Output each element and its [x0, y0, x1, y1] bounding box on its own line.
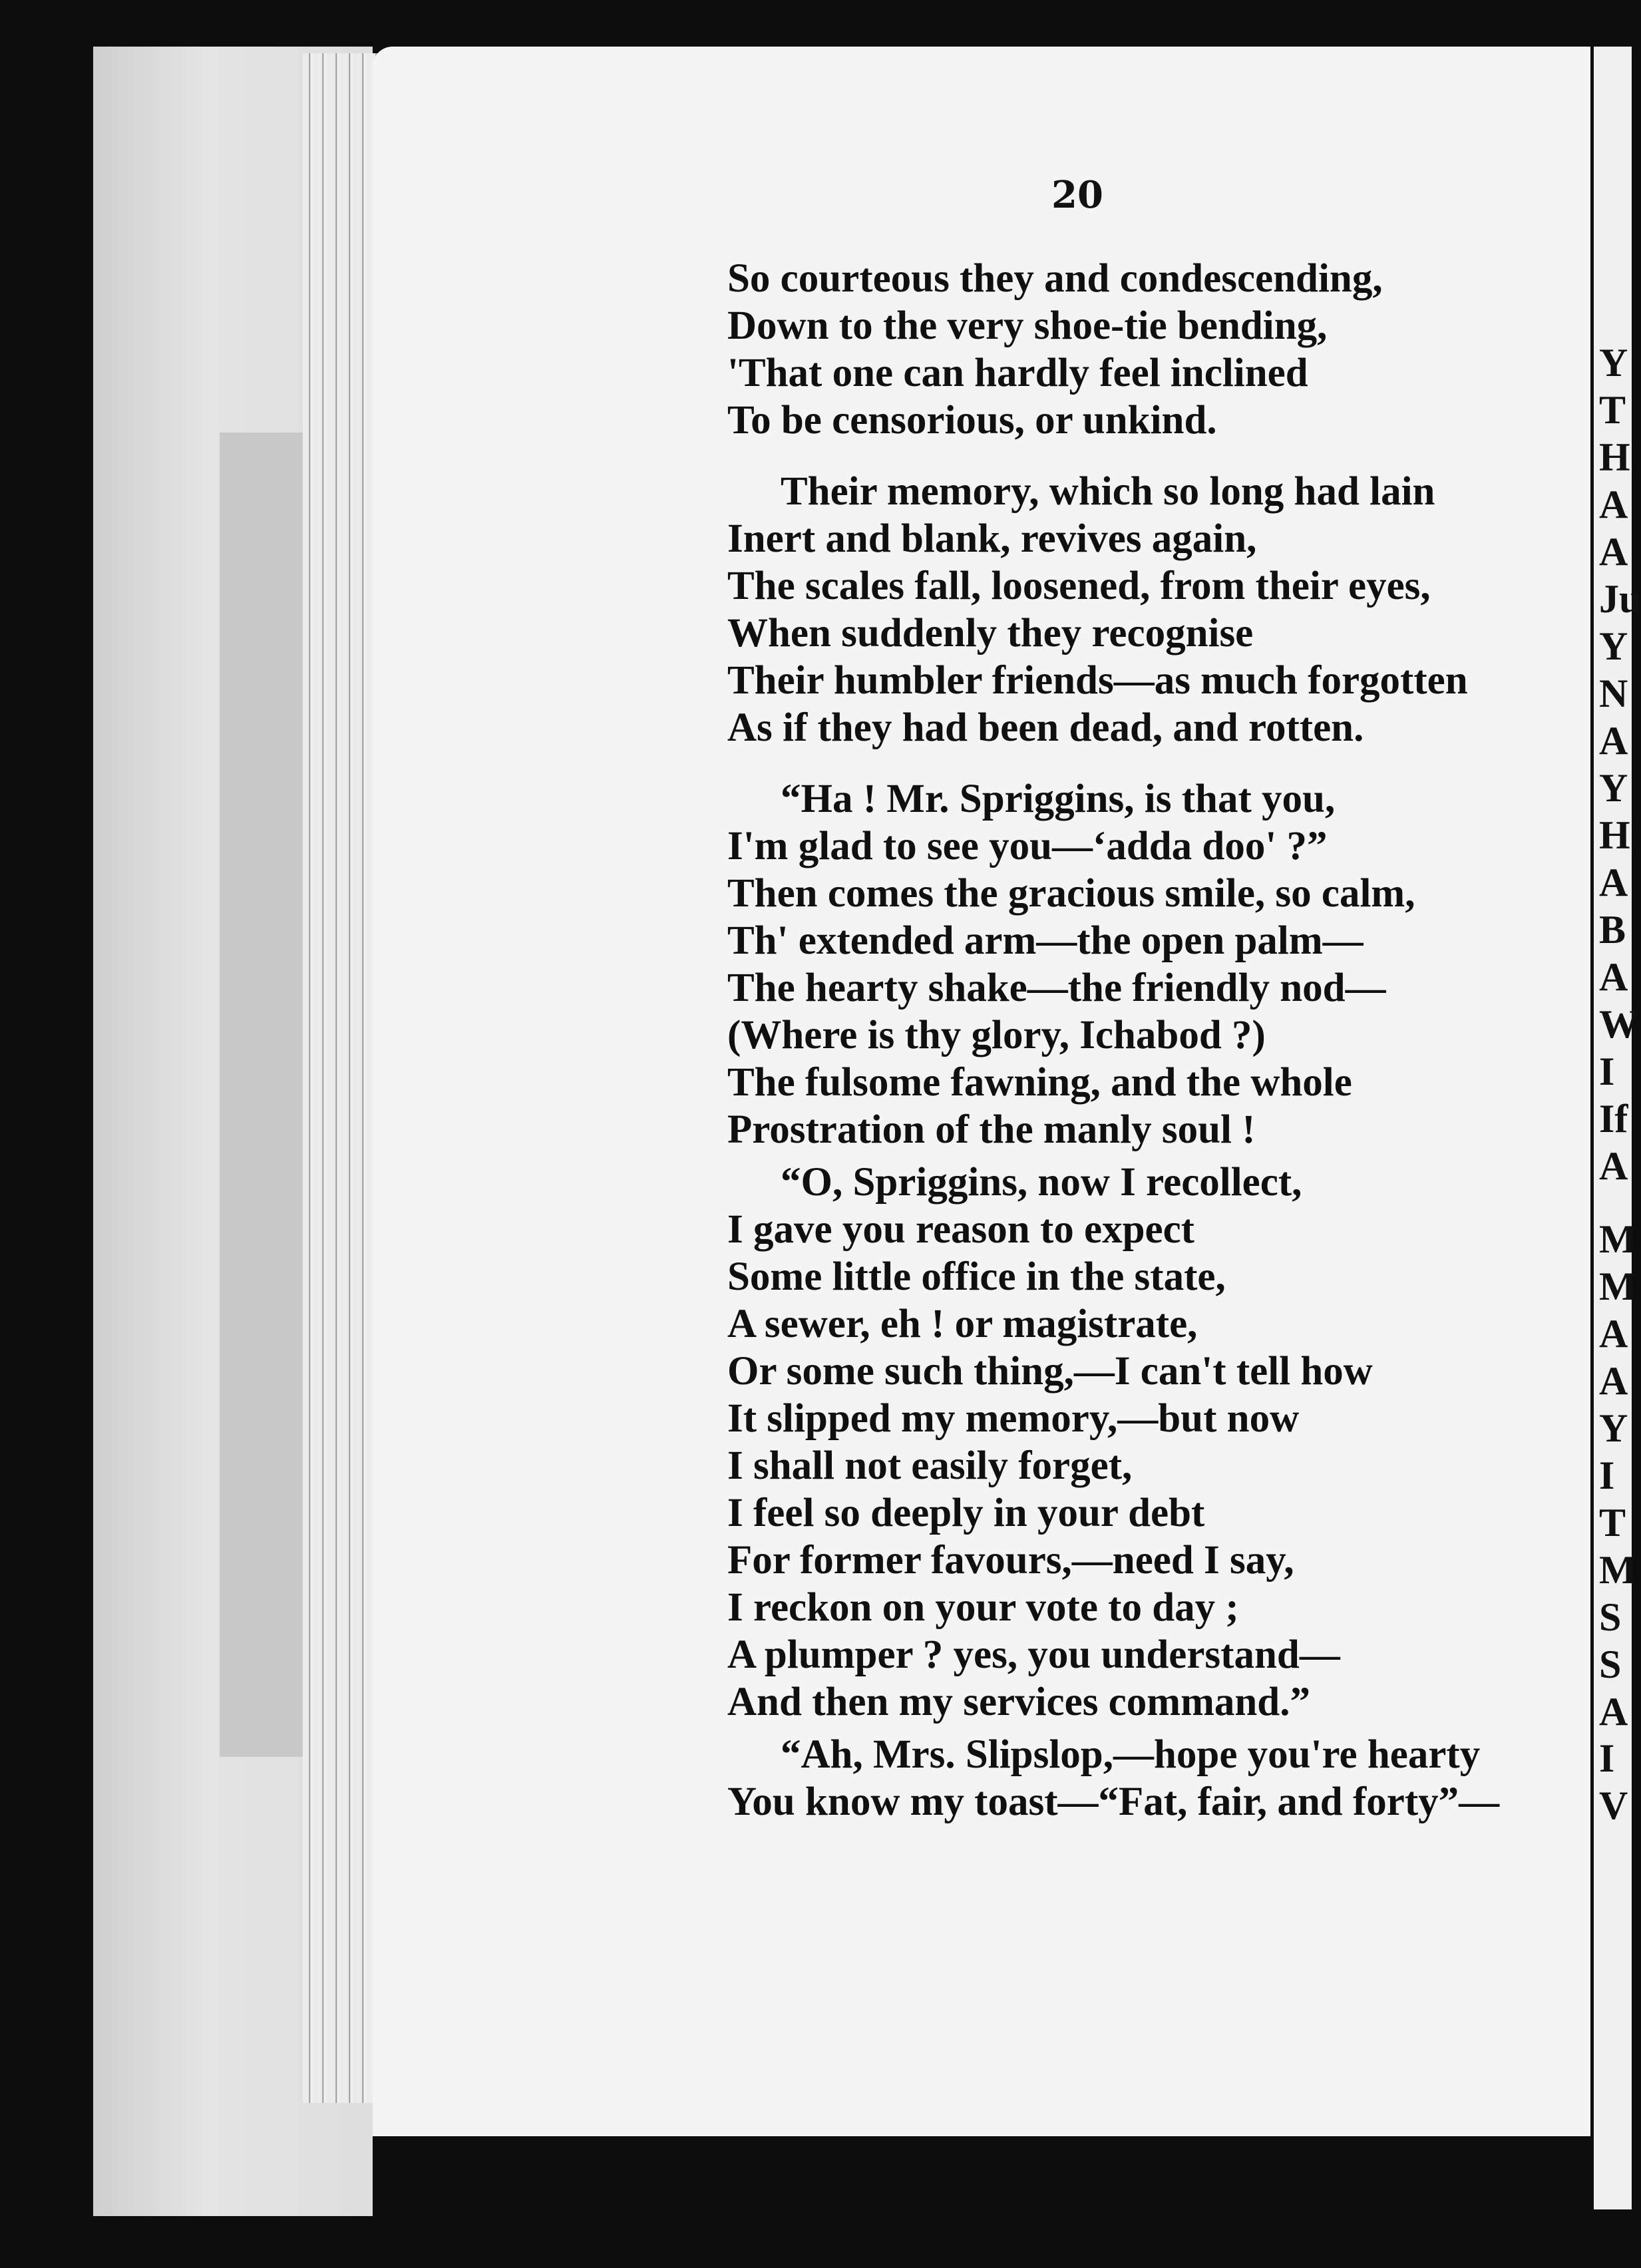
poem-line: For former favours,—need I say, — [727, 1538, 1294, 1583]
next-page-letter: W — [1599, 1002, 1639, 1046]
next-page-letter: A — [1599, 482, 1628, 526]
next-page-letter: Ju — [1599, 577, 1641, 621]
next-page-letter: S — [1599, 1595, 1622, 1639]
poem-line: I feel so deeply in your debt — [727, 1491, 1205, 1535]
next-page-letter: I — [1599, 1453, 1615, 1497]
poem-line: A sewer, eh ! or magistrate, — [727, 1302, 1198, 1346]
page-number: 20 — [1051, 173, 1103, 217]
poem-line: Their memory, which so long had lain — [781, 469, 1435, 514]
next-page-letter: V — [1599, 1784, 1628, 1827]
next-page-letter: I — [1599, 1736, 1615, 1780]
next-page-letter: S — [1599, 1642, 1622, 1686]
poem-line: And then my services command.” — [727, 1680, 1310, 1724]
next-page-letter: H — [1599, 813, 1630, 857]
next-page-letter: N — [1599, 671, 1628, 715]
poem-line: The fulsome fawning, and the whole — [727, 1060, 1352, 1105]
next-page-letter: A — [1599, 530, 1628, 574]
next-page-letter: A — [1599, 1312, 1628, 1356]
next-page-letter: Y — [1599, 624, 1628, 668]
poem-line: You know my toast—“Fat, fair, and forty”— — [727, 1780, 1500, 1824]
poem-line: Th' extended arm—the open palm— — [727, 918, 1364, 963]
next-page-letter: A — [1599, 1690, 1628, 1734]
poem-line: Inert and blank, revives again, — [727, 516, 1257, 561]
poem-line: When suddenly they recognise — [727, 611, 1254, 656]
next-page-letter: Y — [1599, 766, 1628, 810]
stanza-1 — [727, 255, 1586, 444]
next-page-letter: H — [1599, 435, 1630, 479]
poem-line: I gave you reason to expect — [727, 1207, 1194, 1252]
poem-line: Their humbler friends—as much forgotten — [727, 658, 1468, 703]
poem-line: Prostration of the manly soul ! — [727, 1107, 1256, 1152]
next-page-letter: T — [1599, 388, 1626, 432]
next-page-letter: M — [1599, 1548, 1637, 1592]
next-page-letter: Y — [1599, 341, 1628, 385]
poem-line: As if they had been dead, and rotten. — [727, 705, 1364, 750]
next-page-letter: Y — [1599, 1406, 1628, 1450]
next-page-letter: I — [1599, 1049, 1615, 1093]
next-page-letter: A — [1599, 719, 1628, 763]
poem-line: 'That one can hardly feel inclined — [727, 351, 1308, 395]
poem-line: It slipped my memory,—but now — [727, 1396, 1300, 1441]
next-page-letter: A — [1599, 860, 1628, 904]
poem-line: “Ah, Mrs. Slipslop,—hope you're hearty — [781, 1732, 1481, 1777]
poem-line: Some little office in the state, — [727, 1254, 1226, 1299]
poem-line: I reckon on your vote to day ; — [727, 1585, 1239, 1630]
next-page-letter: T — [1599, 1501, 1626, 1545]
next-page-letter: M — [1599, 1264, 1637, 1308]
stanza-5 — [727, 1731, 1586, 1825]
next-page-letter: If — [1599, 1097, 1628, 1141]
next-page-letter: A — [1599, 1359, 1628, 1403]
poem-line: (Where is thy glory, Ichabod ?) — [727, 1013, 1266, 1057]
next-page-letters — [1599, 339, 1639, 1829]
poem-line: A plumper ? yes, you understand— — [727, 1632, 1340, 1677]
poem-line: So courteous they and condescending, — [727, 256, 1383, 301]
stanza-4 — [727, 1159, 1586, 1726]
next-page-letter: A — [1599, 1144, 1628, 1188]
poem-line: “Ha ! Mr. Spriggins, is that you, — [781, 777, 1336, 821]
poem-line: “O, Spriggins, now I recollect, — [781, 1160, 1302, 1205]
next-page-letter: M — [1599, 1217, 1637, 1261]
poem-line: Or some such thing,—I can't tell how — [727, 1349, 1373, 1394]
next-page-letter: A — [1599, 955, 1628, 999]
poem-line: Then comes the gracious smile, so calm, — [727, 871, 1415, 916]
poem-line: Down to the very shoe-tie bending, — [727, 303, 1328, 348]
next-page-edge — [1594, 47, 1641, 2209]
next-page-letter: B — [1599, 908, 1626, 952]
poem-line: The scales fall, loosened, from their eyes, — [727, 564, 1431, 608]
poem-line: I shall not easily forget, — [727, 1443, 1133, 1488]
poem-line: The hearty shake—the friendly nod— — [727, 966, 1386, 1010]
poem-line: To be censorious, or unkind. — [727, 398, 1217, 443]
poem-text — [727, 255, 1586, 1849]
poem-line: I'm glad to see you—‘adda doo' ?” — [727, 824, 1328, 868]
stanza-3 — [727, 775, 1586, 1153]
stanza-2 — [727, 468, 1586, 751]
